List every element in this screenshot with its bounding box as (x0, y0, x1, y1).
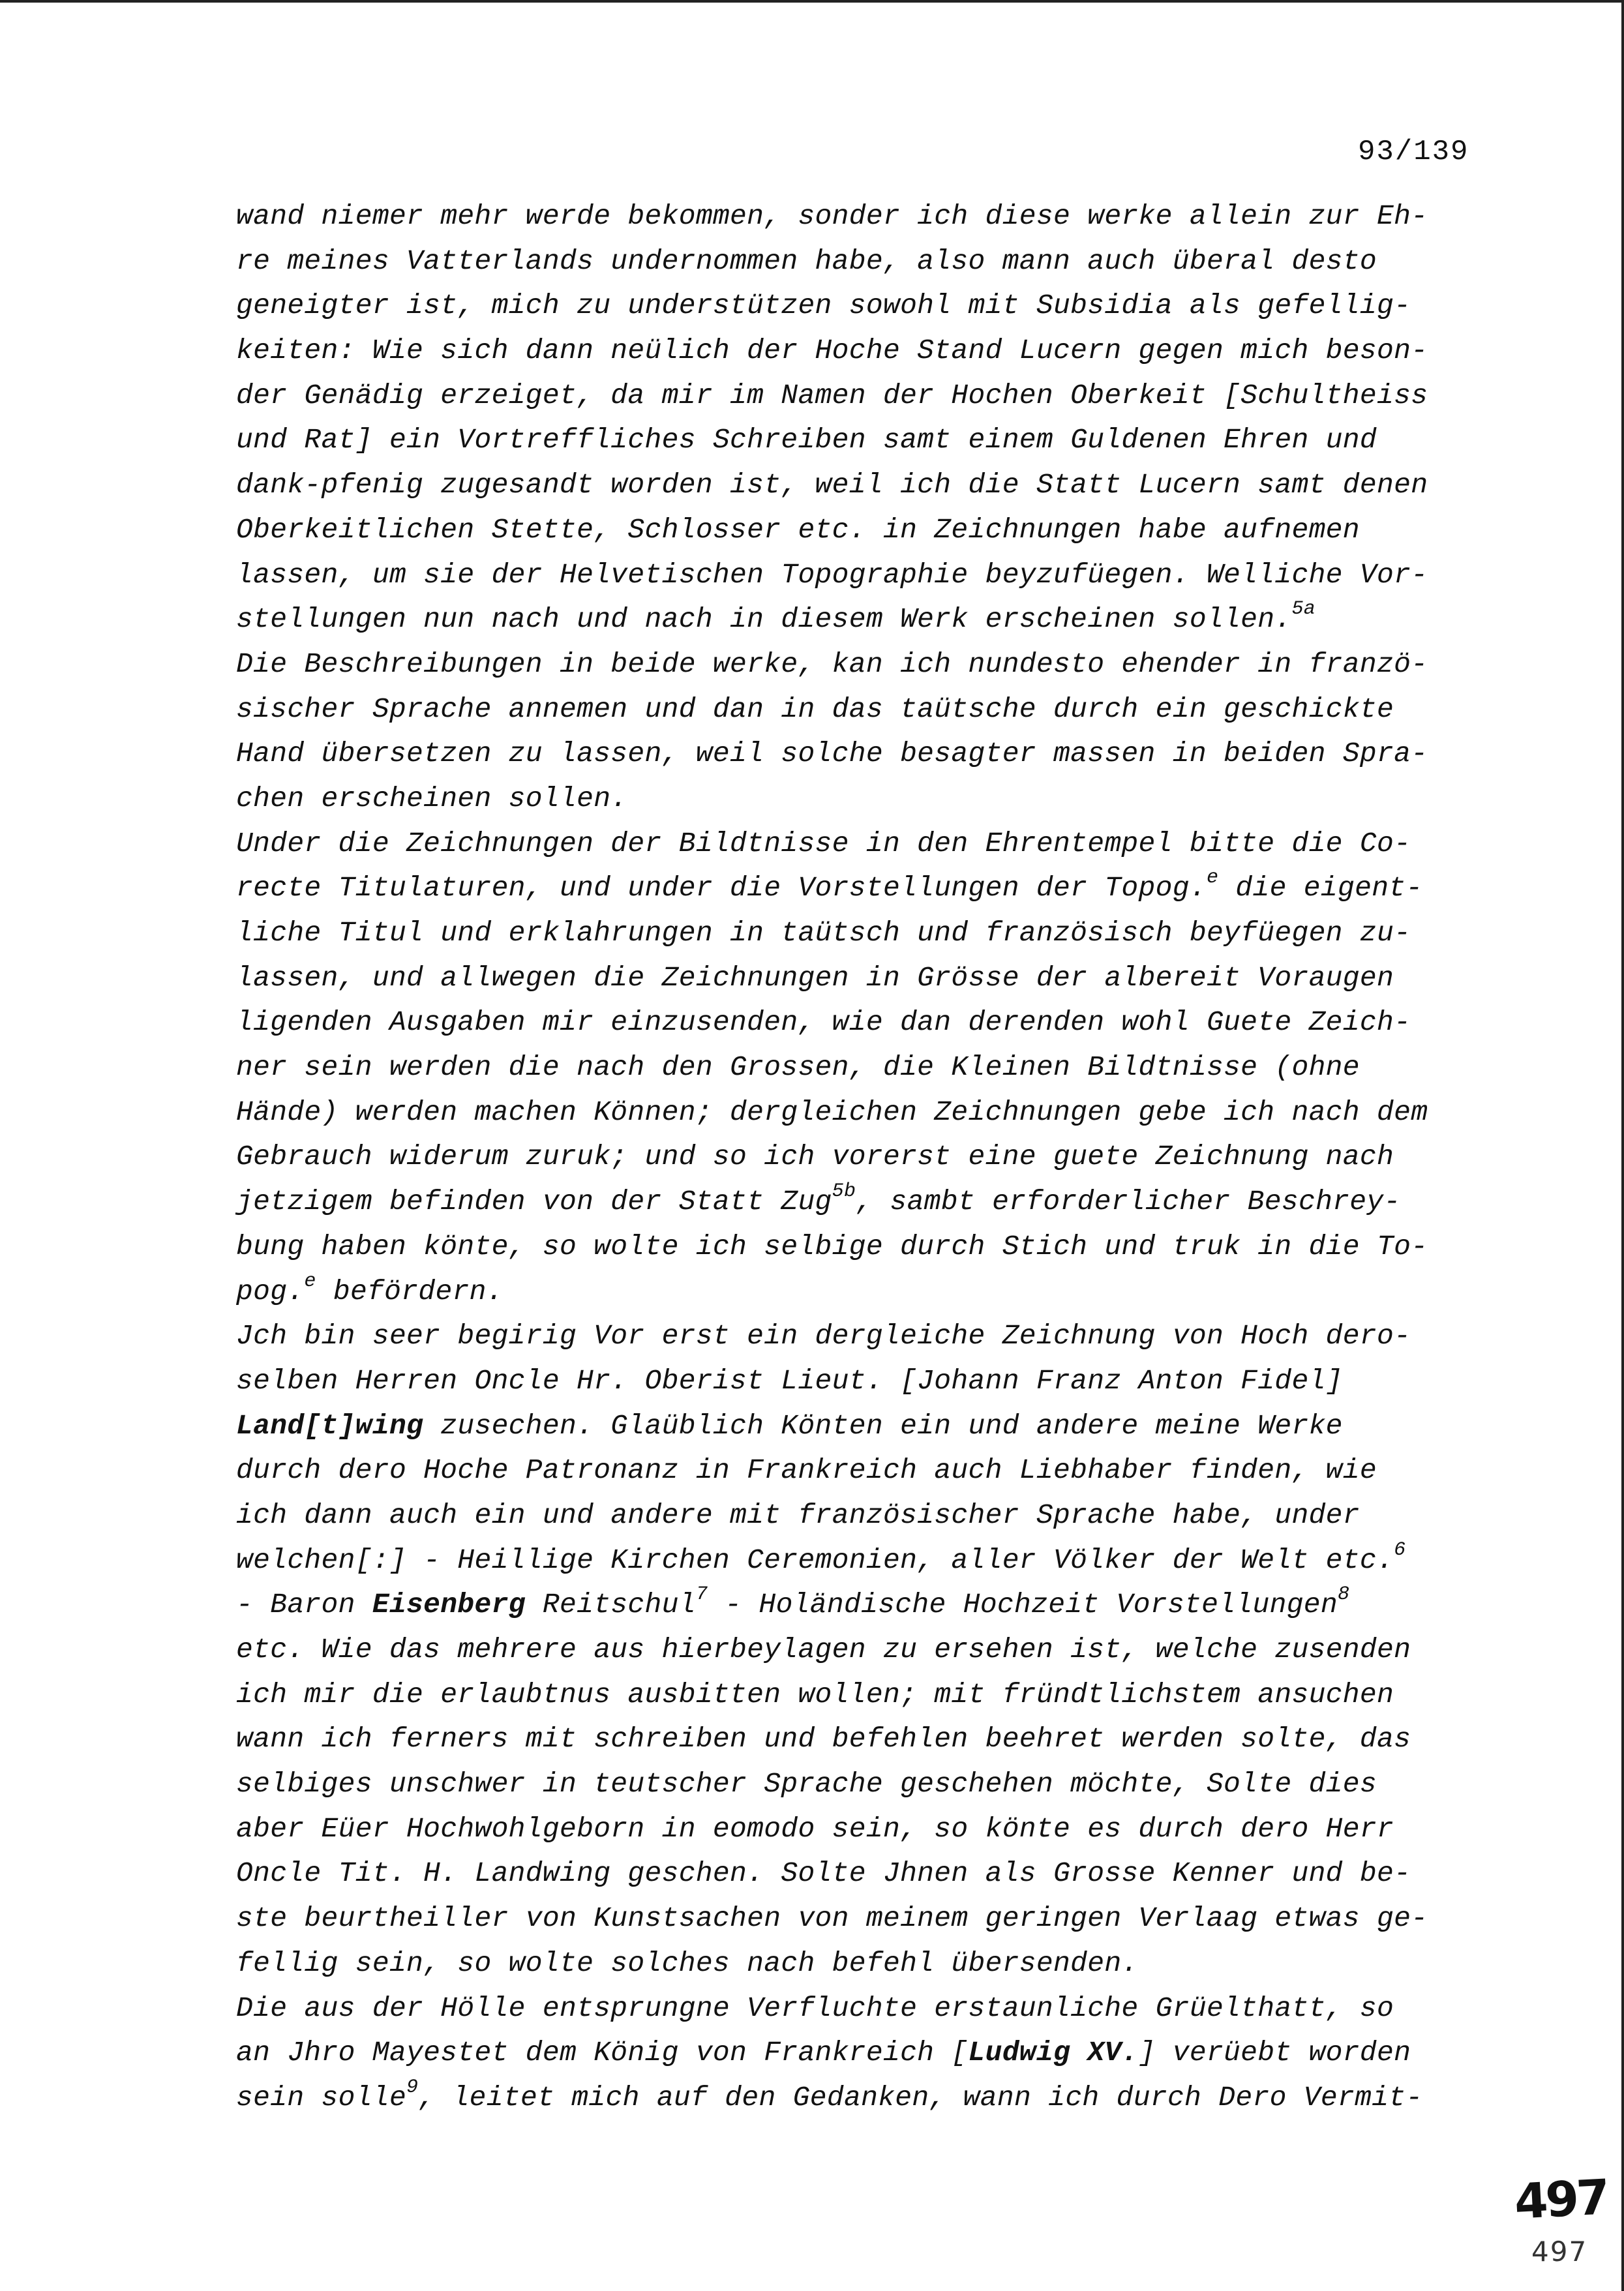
text-run: aber Eüer Hochwohlgeborn in eomodo sein, so könte es durch dero Herr (236, 1812, 1394, 1845)
text-line (236, 642, 1488, 687)
footnote-marker: 7 (695, 1583, 708, 1606)
text-line (236, 1135, 1488, 1180)
text-line (236, 1583, 1488, 1628)
text-run: pog. (236, 1275, 305, 1308)
text-line (236, 2031, 1488, 2076)
text-run: befördern. (316, 1275, 504, 1308)
text-line (236, 508, 1488, 553)
text-run: Die aus der Hölle entsprungne Verfluchte erstaunliche Grüelthatt, so (236, 1992, 1394, 2024)
text-run: selbiges unschwer in teutscher Sprache geschehen möchte, Solte dies (236, 1768, 1377, 1801)
text-run: re meines Vatterlands undernommen habe, also mann auch überal desto (236, 245, 1377, 277)
text-run: ner sein werden die nach den Grossen, die Kleinen Bildtnisse (ohne (236, 1051, 1360, 1084)
text-line (236, 1673, 1488, 1718)
text-run: bung haben könte, so wolte ich selbige durch Stich und truk in die To- (236, 1230, 1428, 1263)
text-line (236, 1986, 1488, 2031)
footnote-marker: 6 (1394, 1538, 1406, 1561)
text-run: Under die Zeichnungen der Bildtnisse in den Ehrentempel bitte die Co- (236, 827, 1411, 860)
text-line (236, 1270, 1488, 1315)
text-line (236, 418, 1488, 463)
text-line (236, 1090, 1488, 1135)
text-run: die eigent- (1218, 872, 1423, 905)
footnote-marker: e (304, 1270, 316, 1293)
text-run: selben Herren Oncle Hr. Oberist Lieut. [Johann Franz Anton Fidel] (236, 1364, 1343, 1397)
text-line (236, 239, 1488, 284)
text-run: und Rat] ein Vortreffliches Schreiben samt einem Guldenen Ehren und (236, 424, 1377, 457)
text-line (236, 1180, 1488, 1225)
text-run: lassen, und allwegen die Zeichnungen in Grösse der albereit Voraugen (236, 961, 1394, 994)
text-run: ste beurtheiller von Kunstsachen von meinem geringen Verlaag etwas ge- (236, 1902, 1428, 1935)
text-line (236, 911, 1488, 956)
bold-name: Eisenberg (372, 1589, 526, 1621)
footnote-marker: 9 (406, 2076, 419, 2099)
text-line (236, 732, 1488, 777)
page-number: 93/139 (1358, 136, 1469, 168)
text-run: wann ich ferners mit schreiben und befehlen beehret werden solte, das (236, 1723, 1411, 1756)
text-line (236, 1045, 1488, 1090)
text-line (236, 777, 1488, 822)
text-line (236, 1851, 1488, 1896)
text-run: ligenden Ausgaben mir einzusenden, wie dan derenden wohl Guete Zeich- (236, 1006, 1411, 1039)
bold-name: Land[t]wing (236, 1409, 424, 1442)
text-line (236, 1941, 1488, 1986)
text-line (236, 284, 1488, 329)
text-line (236, 1000, 1488, 1045)
text-line (236, 1762, 1488, 1807)
text-line (236, 1896, 1488, 1941)
text-run: Hände) werden machen Können; dergleichen Zeichnungen gebe ich nach dem (236, 1096, 1428, 1128)
text-run: ich dann auch ein und andere mit französischer Sprache habe, under (236, 1499, 1360, 1531)
text-line (236, 463, 1488, 508)
body-text (236, 194, 1488, 2121)
footnote-marker: 8 (1338, 1583, 1350, 1606)
text-line (236, 1314, 1488, 1359)
text-run: stellungen nun nach und nach in diesem Werk erscheinen sollen. (236, 603, 1292, 636)
text-line (236, 1359, 1488, 1404)
text-run: ] verüebt worden (1138, 2037, 1411, 2069)
text-line (236, 1404, 1488, 1449)
bold-name: Ludwig XV. (968, 2037, 1139, 2069)
text-run: liche Titul und erklahrungen in taütsch und französisch beyfüegen zu- (236, 917, 1411, 949)
text-line (236, 1225, 1488, 1270)
text-line (236, 597, 1488, 642)
text-run: Die Beschreibungen in beide werke, kan ich nundesto ehender in franzö- (236, 648, 1428, 680)
text-run: etc. Wie das mehrere aus hierbeylagen zu ersehen ist, welche zusenden (236, 1634, 1411, 1666)
footnote-marker: 5a (1291, 598, 1316, 621)
text-run: Oncle Tit. H. Landwing geschen. Solte Jhnen als Grosse Kenner und be- (236, 1857, 1411, 1890)
text-line (236, 687, 1488, 732)
text-line (236, 194, 1488, 239)
text-run: sischer Sprache annemen und dan in das taütsche durch ein geschickte (236, 693, 1394, 725)
text-run: Gebrauch widerum zuruk; und so ich vorerst eine guete Zeichnung nach (236, 1141, 1394, 1173)
text-run: - Baron (236, 1589, 372, 1621)
text-run: Jch bin seer begirig Vor erst ein dergleiche Zeichnung von Hoch dero- (236, 1320, 1411, 1353)
text-run: Reitschul (525, 1589, 696, 1621)
text-run: recte Titulaturen, und under die Vorstellungen der Topog. (236, 872, 1207, 905)
text-run: dank-pfenig zugesandt worden ist, weil ich die Statt Lucern samt denen (236, 469, 1428, 502)
text-line (236, 1493, 1488, 1538)
footnote-marker: e (1206, 867, 1219, 890)
text-run: keiten: Wie sich dann neülich der Hoche Stand Lucern gegen mich beson- (236, 335, 1428, 367)
text-run: , sambt erforderlicher Beschrey- (856, 1186, 1401, 1218)
text-line (236, 1538, 1488, 1583)
text-run: , leitet mich auf den Gedanken, wann ich durch Dero Vermit- (418, 2081, 1423, 2114)
text-run: an Jhro Mayestet dem König von Frankreich [ (236, 2037, 969, 2069)
text-run: sein solle (236, 2081, 407, 2114)
text-line (236, 1717, 1488, 1762)
text-line (236, 2076, 1488, 2121)
text-line (236, 1807, 1488, 1852)
text-run: Oberkeitlichen Stette, Schlosser etc. in Zeichnungen habe aufnemen (236, 513, 1360, 546)
text-run: chen erscheinen sollen. (236, 782, 628, 815)
text-run: geneigter ist, mich zu understützen sowohl mit Subsidia als gefellig- (236, 290, 1411, 322)
text-run: der Genädig erzeiget, da mir im Namen der Hochen Oberkeit [Schultheiss (236, 379, 1428, 412)
text-run: jetzigem befinden von der Statt Zug (236, 1186, 832, 1218)
text-line (236, 553, 1488, 598)
text-line (236, 866, 1488, 911)
text-run: wand niemer mehr werde bekommen, sonder ich diese werke allein zur Eh- (236, 200, 1428, 232)
archive-number-pencil: 497 (1531, 2236, 1588, 2268)
text-line (236, 956, 1488, 1001)
text-run: lassen, um sie der Helvetischen Topographie beyzufüegen. Welliche Vor- (236, 558, 1428, 591)
text-line (236, 822, 1488, 867)
text-run: Hand übersetzen zu lassen, weil solche besagter massen in beiden Spra- (236, 738, 1428, 770)
text-line (236, 374, 1488, 419)
text-run: durch dero Hoche Patronanz in Frankreich auch Liebhaber finden, wie (236, 1454, 1377, 1487)
text-run: zusechen. Glaüblich Könten ein und andere meine Werke (423, 1409, 1343, 1442)
text-line (236, 1628, 1488, 1673)
text-run: ich mir die erlaubtnus ausbitten wollen; mit fründtlichstem ansuchen (236, 1678, 1394, 1711)
text-line (236, 329, 1488, 374)
text-run: - Holändische Hochzeit Vorstellungen (708, 1589, 1338, 1621)
archive-number-stamp: 497 (1512, 2169, 1609, 2230)
footnote-marker: 5b (832, 1180, 856, 1203)
text-line (236, 1448, 1488, 1493)
text-run: welchen[:] - Heillige Kirchen Ceremonien, aller Völker der Welt etc. (236, 1544, 1394, 1576)
text-run: fellig sein, so wolte solches nach befehl übersenden. (236, 1947, 1139, 1979)
